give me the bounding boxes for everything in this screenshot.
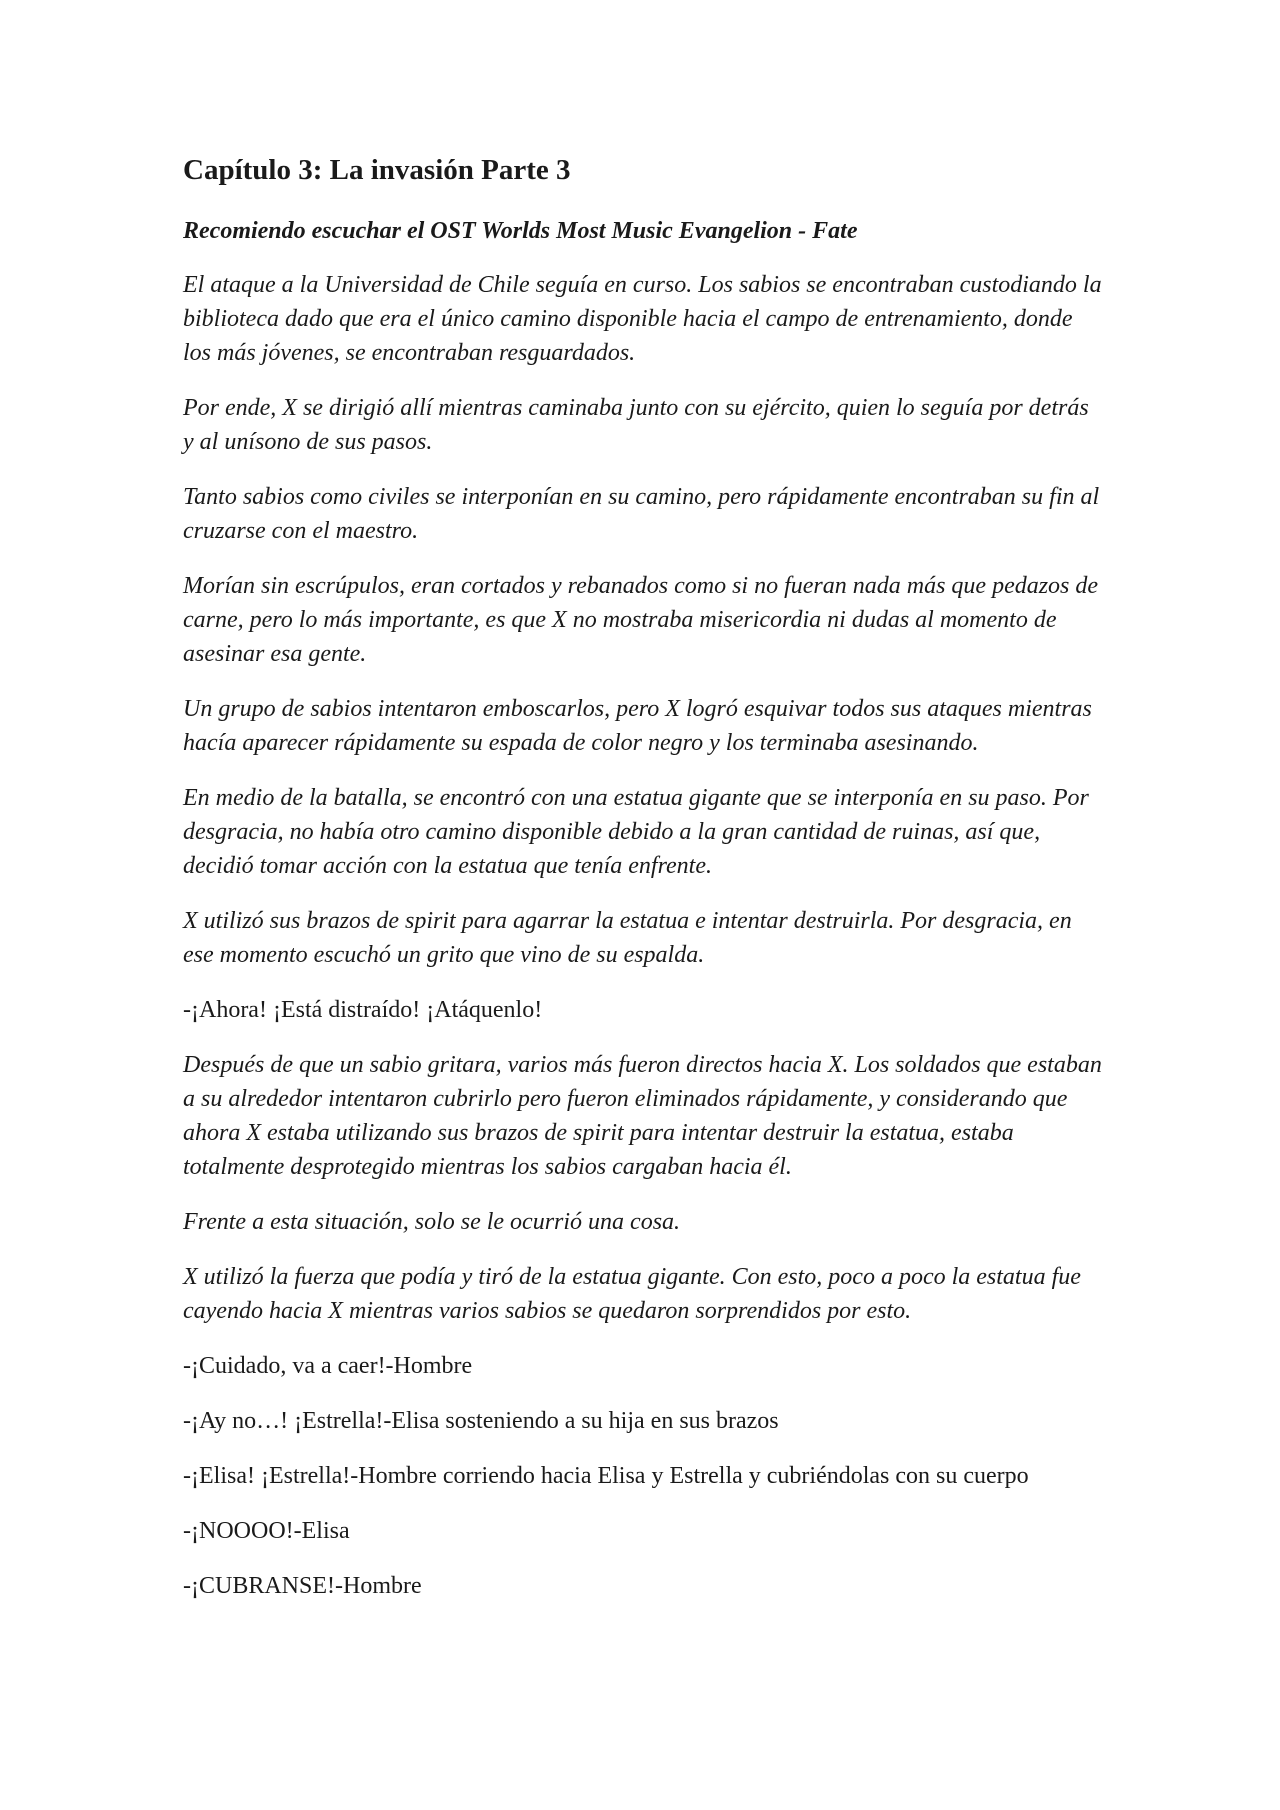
music-recommendation: Recomiendo escuchar el OST Worlds Most Music Evangelion - Fate [183,218,858,244]
dialogue-line: -¡Cuidado, va a caer!-Hombre [183,1353,473,1379]
paragraph: El ataque a la Universidad de Chile seguía en curso. Los sabios se encontraban custodiando la biblioteca dado que era el único camino disponible hacia el campo de entrenamiento, donde los más jóvenes, se encontraban resguardados. [183,272,1102,366]
paragraph: Después de que un sabio gritara, varios más fueron directos hacia X. Los soldados que estaban a su alrededor intentaron cubrirlo pero fueron eliminados rápidamente, y considerando que ahora X estaba utilizando sus brazos de spirit para intentar destruir la estatua, estaba totalmente desprotegido mientras los sabios cargaban hacia él. [183,1052,1102,1180]
paragraph: Frente a esta situación, solo se le ocurrió una cosa. [183,1209,681,1235]
dialogue-line: -¡Elisa! ¡Estrella!-Hombre corriendo hacia Elisa y Estrella y cubriéndolas con su cuerpo [183,1463,1029,1489]
paragraph: En medio de la batalla, se encontró con una estatua gigante que se interponía en su paso. Por desgracia, no había otro camino disponible debido a la gran cantidad de ruinas, así que, decidió tomar acción con la estatua que tenía enfrente. [183,785,1089,879]
dialogue-line: -¡NOOOO!-Elisa [183,1518,350,1544]
paragraph: Tanto sabios como civiles se interponían en su camino, pero rápidamente encontraban su fin al cruzarse con el maestro. [183,484,1100,544]
paragraph: X utilizó la fuerza que podía y tiró de la estatua gigante. Con esto, poco a poco la estatua fue cayendo hacia X mientras varios sabios se quedaron sorprendidos por esto. [183,1264,1081,1324]
paragraph: Un grupo de sabios intentaron emboscarlos, pero X logró esquivar todos sus ataques mientras hacía aparecer rápidamente su espada de color negro y los terminaba asesinando. [183,696,1092,756]
dialogue-line: -¡CUBRANSE!-Hombre [183,1573,422,1599]
dialogue-line: -¡Ahora! ¡Está distraído! ¡Atáquenlo! [183,997,543,1023]
dialogue-line: -¡Ay no…! ¡Estrella!-Elisa sosteniendo a su hija en sus brazos [183,1408,779,1434]
paragraph: Por ende, X se dirigió allí mientras caminaba junto con su ejército, quien lo seguía por detrás y al unísono de sus pasos. [183,395,1089,455]
paragraph: X utilizó sus brazos de spirit para agarrar la estatua e intentar destruirla. Por desgracia, en ese momento escuchó un grito que vino de su espalda. [183,908,1072,968]
paragraph: Morían sin escrúpulos, eran cortados y rebanados como si no fueran nada más que pedazos de carne, pero lo más importante, es que X no mostraba misericordia ni dudas al momento de asesinar esa gente. [183,573,1099,667]
document-body [183,150,1103,1624]
chapter-title: Capítulo 3: La invasión Parte 3 [183,154,571,186]
